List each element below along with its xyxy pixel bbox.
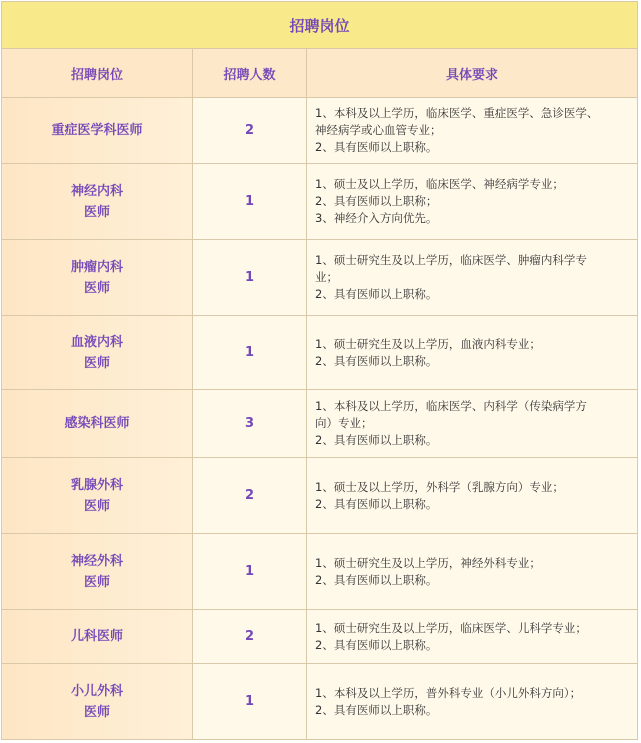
count-cell: 2 [193, 458, 307, 534]
requirements-cell [307, 390, 638, 458]
position-line: 重症医学科医师 [51, 123, 143, 138]
header-count: 招聘人数 [193, 49, 307, 98]
requirement-line: 2、具有医师以上职称。 [315, 702, 438, 717]
requirement-line: 1、本科及以上学历，临床医学、内科学（传染病学方 [315, 399, 587, 413]
position-cell [2, 316, 193, 390]
requirements-cell [307, 664, 638, 740]
count-cell: 1 [193, 316, 307, 390]
table-row [2, 316, 638, 390]
requirement-line: 2、具有医师以上职称。 [315, 433, 438, 447]
table-row [2, 534, 638, 610]
requirement-line: 1、硕士研究生及以上学历，血液内科专业； [315, 336, 541, 351]
requirement-line: 1、硕士及以上学历，外科学（乳腺方向）专业； [315, 479, 564, 494]
recruitment-table [1, 1, 638, 740]
requirements-cell [307, 98, 638, 164]
table-row [2, 98, 638, 164]
position-line: 神经外科 [70, 553, 123, 569]
header-requirements: 具体要求 [307, 49, 638, 98]
requirement-line: 2、具有医师以上职称； [315, 194, 438, 208]
header-position: 招聘岗位 [2, 49, 193, 98]
table-row [2, 164, 638, 240]
position-line: 乳腺外科 [70, 477, 123, 493]
requirements-cell [307, 534, 638, 610]
position-cell [2, 164, 193, 240]
position-cell [2, 390, 193, 458]
position-line: 医师 [83, 574, 110, 590]
table-row [2, 390, 638, 458]
requirement-line: 业； [315, 270, 338, 284]
count-cell: 2 [193, 98, 307, 164]
position-line: 小儿外科 [70, 683, 123, 699]
position-line: 肿瘤内科 [70, 259, 123, 275]
title-row [2, 2, 638, 49]
requirements-cell [307, 316, 638, 390]
position-cell [2, 98, 193, 164]
header-row [2, 49, 638, 98]
table-row [2, 610, 638, 664]
position-line: 儿科医师 [70, 629, 123, 644]
position-line: 感染科医师 [64, 416, 130, 431]
count-cell: 1 [193, 240, 307, 316]
position-line: 医师 [83, 280, 110, 296]
position-cell [2, 664, 193, 740]
position-cell [2, 458, 193, 534]
requirement-line: 1、本科及以上学历，临床医学、重症医学、急诊医学、 [315, 106, 599, 120]
position-line: 医师 [83, 204, 110, 220]
position-line: 医师 [83, 704, 110, 720]
requirement-line: 神经病学或心血管专业； [315, 123, 442, 137]
requirements-cell [307, 240, 638, 316]
count-cell: 1 [193, 164, 307, 240]
requirement-line: 3、神经介入方向优先。 [315, 211, 438, 225]
requirement-line: 2、具有医师以上职称。 [315, 496, 438, 511]
requirement-line: 1、本科及以上学历，普外科专业（小儿外科方向）； [315, 685, 582, 700]
count-cell: 1 [193, 664, 307, 740]
count-cell: 3 [193, 390, 307, 458]
position-line: 医师 [83, 498, 110, 514]
requirements-cell [307, 610, 638, 664]
requirement-line: 2、具有医师以上职称。 [315, 353, 438, 368]
count-cell: 1 [193, 534, 307, 610]
requirement-line: 2、具有医师以上职称。 [315, 572, 438, 587]
count-cell: 2 [193, 610, 307, 664]
requirement-line: 1、硕士研究生及以上学历，神经外科专业； [315, 555, 541, 570]
requirements-cell [307, 164, 638, 240]
position-line: 神经内科 [70, 183, 123, 199]
requirement-line: 向）专业； [315, 416, 373, 430]
requirement-line: 1、硕士研究生及以上学历，临床医学、肿瘤内科学专 [315, 253, 587, 267]
requirement-line: 1、硕士及以上学历，临床医学、神经病学专业； [315, 177, 564, 191]
requirement-line: 2、具有医师以上职称。 [315, 140, 438, 154]
requirement-line: 1、硕士研究生及以上学历，临床医学、儿科学专业； [315, 620, 587, 635]
table-title: 招聘岗位 [2, 2, 638, 49]
position-cell [2, 534, 193, 610]
table-row [2, 240, 638, 316]
position-cell [2, 240, 193, 316]
position-cell [2, 610, 193, 664]
requirement-line: 2、具有医师以上职称。 [315, 637, 438, 652]
position-line: 血液内科 [70, 334, 123, 350]
requirement-line: 2、具有医师以上职称。 [315, 287, 438, 301]
requirements-cell [307, 458, 638, 534]
table-row [2, 458, 638, 534]
position-line: 医师 [83, 355, 110, 371]
table-row [2, 664, 638, 740]
